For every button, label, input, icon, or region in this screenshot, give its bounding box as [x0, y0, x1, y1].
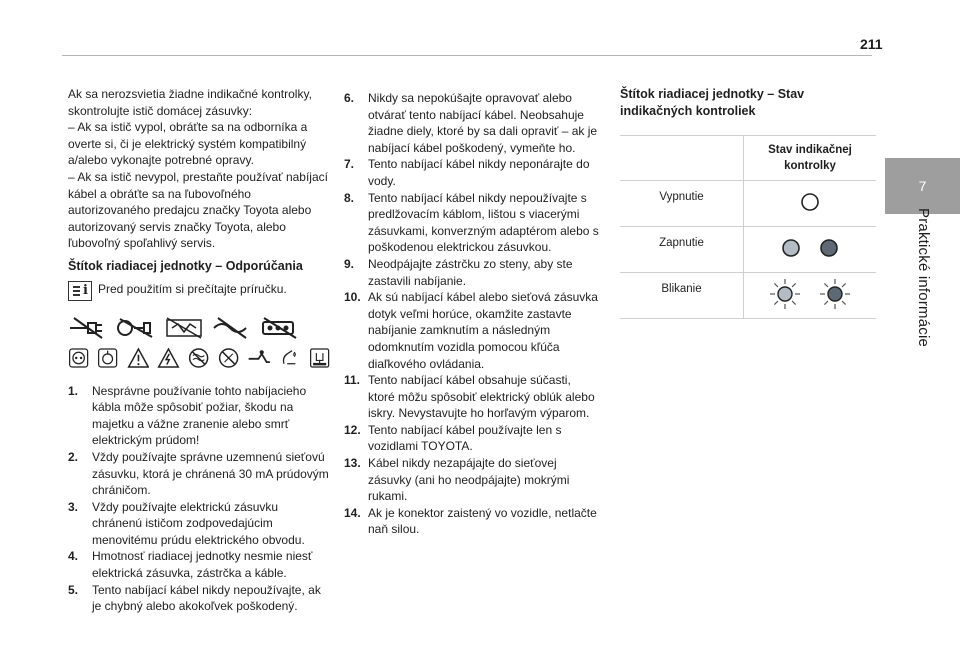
led-on-icon-light [780, 237, 802, 259]
item-number: 6. [344, 91, 355, 105]
no-power-strip-icon [260, 315, 300, 341]
list-item [344, 156, 600, 189]
item-number: 14. [344, 505, 361, 520]
row-label-blinking: Blikanie [620, 273, 744, 318]
item-text: Neodpájajte zástrčku zo steny, aby ste zastavili nabíjanie. [368, 256, 573, 288]
item-number: 4. [68, 549, 79, 564]
pictogram-row-1 [68, 315, 330, 341]
intro-paragraph: Ak sa nerozsvietia žiadne indikačné kontrolky, skontrolujte istič domácej zásuvky: [68, 87, 312, 118]
chapter-tab[interactable]: 7 [885, 158, 960, 214]
list-item [344, 190, 600, 256]
recommendations-list-1 [68, 383, 330, 615]
item-text: Kábel nikdy nezapájajte do sieťovej zásuvky (ani ho neodpájajte) mokrými rukami. [368, 456, 570, 504]
pictogram-row-2 [68, 345, 330, 371]
list-item [68, 582, 330, 615]
manual-note-text: Pred použitím si prečítajte príručku. [98, 281, 287, 296]
led-state-on [744, 227, 876, 272]
item-text: Vždy používajte elektrickú zásuvku chránenú ističom zodpovedajúcim menovitému prúdu elektrického obvodu. [92, 499, 305, 547]
item-number: 13. [344, 456, 361, 471]
table-row [620, 181, 876, 227]
item-text: Hmotnosť riadiacej jednotky nesmie niesť elektrická zásuvka, zástrčka a káble. [92, 549, 313, 581]
item-text: Vždy používajte správne uzemnenú sieťovú zásuvku, ktorá je chránená 30 mA prúdovým chráničom. [92, 449, 329, 498]
list-item [344, 505, 600, 538]
no-open-unit-icon [218, 345, 239, 371]
item-text: Tento nabíjací kábel nikdy nepoužívajte, ak je chybný alebo akokoľvek poškodený. [92, 582, 321, 614]
list-item [344, 422, 600, 455]
intro-bullet-2: – Ak sa istič nevypol, prestaňte používať nabíjací kábel a obráťte sa na ľubovoľného autorizovaného predajcu značky Toyota alebo autorizovaný servis značky Toyota, alebo ľubovoľný spoľahlivý servis. [68, 169, 328, 251]
row-label-off: Vypnutie [620, 181, 744, 226]
indicator-status-table [620, 135, 876, 319]
item-text: Tento nabíjací kábel nikdy nepoužívajte s predlžovacím káblom, lištou s viacerými zásuvkami, konverzným adaptérom alebo s poškodenou elektrickou zásuvkou. [368, 190, 599, 255]
item-text: Tento nabíjací kábel obsahuje súčasti, ktoré môžu spôsobiť elektrický oblúk alebo iskry. Nevystavujte ho horľavým výparom. [368, 373, 595, 421]
list-item [344, 455, 600, 505]
no-water-immersion-icon [188, 345, 209, 371]
manual-info-icon [68, 281, 92, 301]
warning-pictograms [68, 315, 330, 371]
table-header-empty [620, 136, 744, 180]
led-state-off [744, 181, 876, 226]
general-warning-icon [127, 345, 150, 371]
column-left [68, 86, 330, 615]
item-number: 11. [344, 373, 361, 388]
table-header-status: Stav indikačnej kontrolky [768, 144, 852, 173]
list-item [344, 256, 600, 289]
item-number: 5. [68, 582, 79, 597]
recommendations-list-2 [344, 90, 600, 538]
column-middle [344, 90, 600, 538]
no-adapter-icon [116, 315, 156, 341]
item-number: 8. [344, 190, 355, 205]
list-item [344, 289, 600, 372]
column-right [620, 86, 876, 319]
no-pulling-plug-icon [247, 345, 272, 371]
led-state-blinking [744, 273, 876, 318]
item-number: 7. [344, 157, 355, 172]
header-divider [62, 55, 872, 56]
electric-shock-warning-icon [157, 345, 180, 371]
list-item [68, 499, 330, 549]
led-blinking-icon-light [768, 277, 802, 311]
list-item [68, 449, 330, 499]
table-row [620, 227, 876, 273]
led-blinking-icon-dark [818, 277, 852, 311]
recommendations-heading: Štítok riadiacej jednotky – Odporúčania [68, 258, 303, 273]
intro-bullet-1: – Ak sa istič vypol, obráťte sa na odborníka a overte si, či je elektrický systém kompatibilný a/alebo vykonajte potrebné opravy. [68, 120, 308, 168]
list-item [68, 548, 330, 581]
item-text: Nesprávne používanie tohto nabíjacieho kábla môže spôsobiť požiar, škodu na majetku a vážne zranenie alebo smrť elektrickým prúdom! [92, 383, 307, 448]
item-text: Ak je konektor zaistený vo vozidle, netlačte naň silou. [368, 505, 597, 537]
item-number: 2. [68, 449, 79, 464]
no-wet-hands-icon [279, 345, 300, 371]
item-number: 3. [68, 499, 79, 514]
row-label-on: Zapnutie [620, 227, 744, 272]
item-text: Nikdy sa nepokúšajte opravovať alebo otvárať tento nabíjací kábel. Neobsahuje žiadne diely, ktoré by sa dali opraviť – ak je nabíjací kábel poškodený, vymeňte ho. [368, 91, 598, 155]
toyota-vehicle-only-icon [309, 345, 330, 371]
table-row [620, 273, 876, 318]
list-item [68, 383, 330, 449]
item-number: 10. [344, 290, 361, 305]
grounded-socket-icon [68, 345, 89, 371]
residual-current-device-icon [97, 345, 118, 371]
chapter-title: Praktické informácie [915, 208, 932, 348]
item-number: 12. [344, 422, 361, 437]
page-number: 211 [860, 36, 883, 52]
item-number: 9. [344, 256, 355, 271]
item-text: Tento nabíjací kábel nikdy neponárajte do vody. [368, 157, 590, 188]
list-item [344, 90, 600, 156]
list-item [344, 372, 600, 422]
led-off-icon [799, 191, 821, 213]
item-text: Ak sú nabíjací kábel alebo sieťová zásuvka dotyk veľmi horúce, okamžite zastavte nabíjanie zamknutím a následným odomknutím vozidla pomocou kľúča diaľkového ovládania. [368, 290, 598, 371]
no-extension-cable-icon [68, 315, 108, 341]
indicator-status-heading: Štítok riadiacej jednotky – Stav indikačných kontroliek [620, 87, 805, 118]
no-damaged-cable-icon [212, 315, 252, 341]
manual-note [68, 281, 330, 301]
item-text: Tento nabíjací kábel používajte len s vozidlami TOYOTA. [368, 422, 562, 454]
item-number: 1. [68, 383, 79, 398]
led-on-icon-dark [818, 237, 840, 259]
table-header-row [620, 136, 876, 181]
no-multi-socket-icon [164, 315, 204, 341]
